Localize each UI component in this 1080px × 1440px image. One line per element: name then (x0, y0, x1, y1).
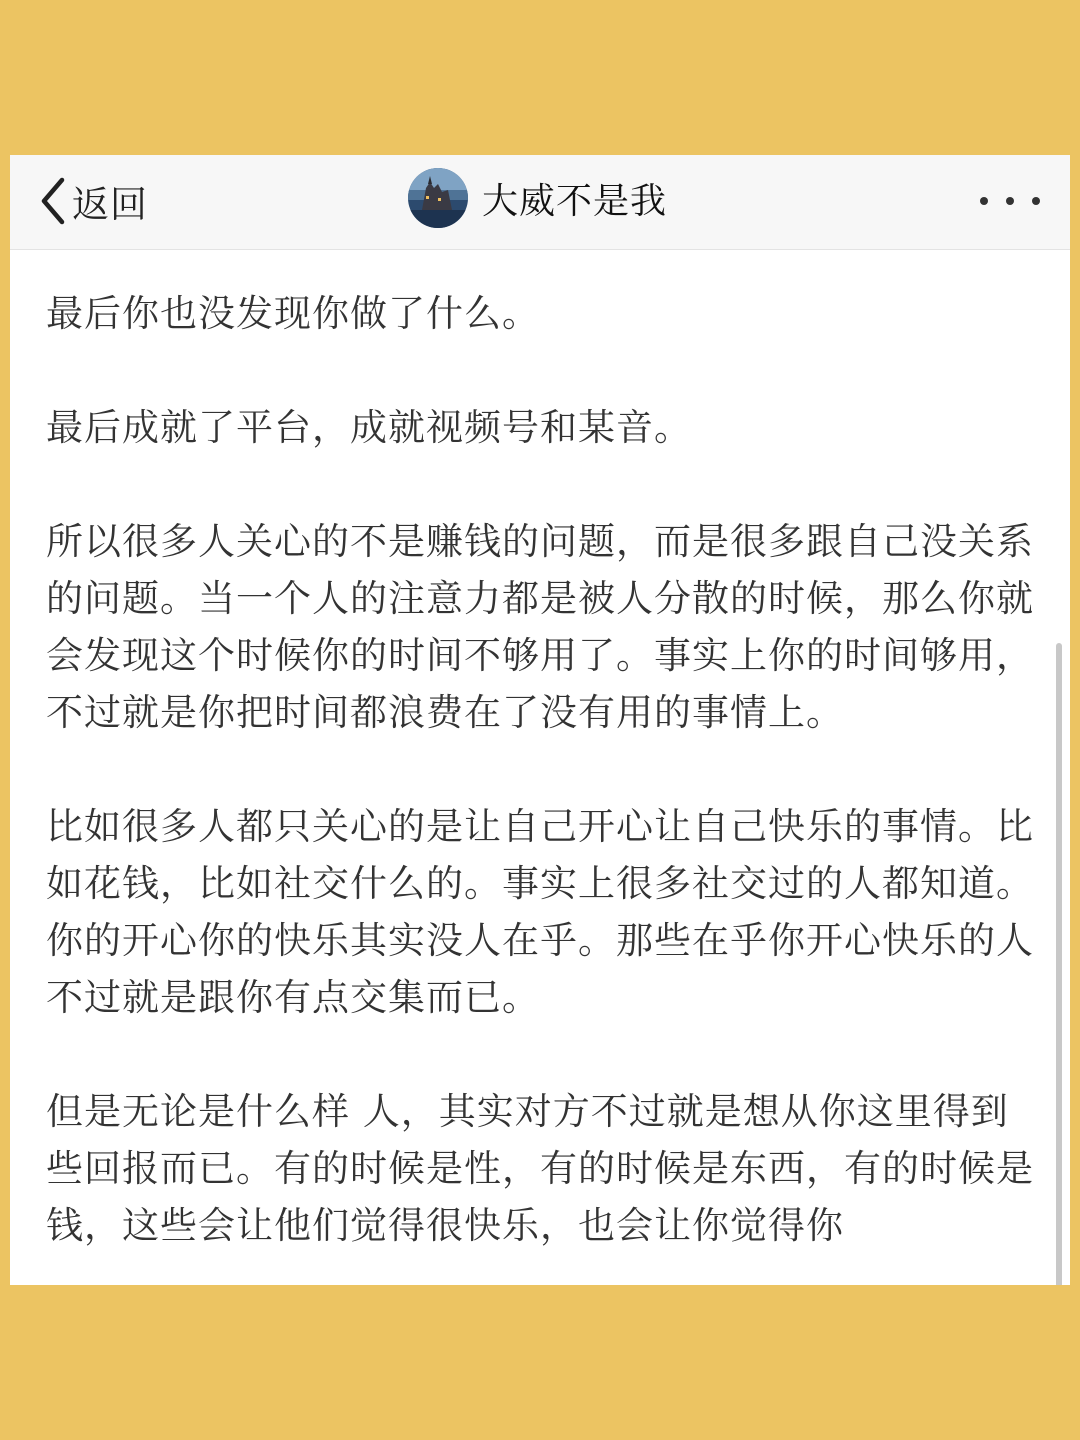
back-button[interactable] (38, 171, 148, 231)
paragraph: 最后成就了平台，成就视频号和某音。 (46, 406, 692, 449)
article-body (46, 285, 1036, 1285)
more-dot (980, 197, 988, 205)
paragraph: 但是无论是什么样 人，其实对方不过就是想从你这里得到些回报而已。有的时候是性，有的时候是东西，有的时候是钱，这些会让他们觉得很快乐，也会让你觉得你 (46, 1090, 1034, 1247)
paragraph: 所以很多人关心的不是赚钱的问题，而是很多跟自己没关系的问题。当一个人的注意力都是被人分散的时候，那么你就会发现这个时候你的时间不够用了。事实上你的时间够用，不过就是你把时间都浪费在了没有用的事情上。 (46, 520, 1034, 734)
paragraph: 最后你也没发现你做了什么。 (46, 292, 540, 335)
scrollbar[interactable] (1056, 643, 1062, 1285)
top-navbar (10, 155, 1070, 250)
more-options-icon[interactable] (980, 181, 1040, 221)
back-label: 返回 (72, 183, 148, 226)
username: 大威不是我 (482, 180, 668, 222)
phone-screen (10, 155, 1070, 1285)
chevron-left-icon (38, 176, 68, 226)
avatar[interactable] (408, 168, 468, 228)
more-dot (1032, 197, 1040, 205)
more-dot (1006, 197, 1014, 205)
paragraph: 比如很多人都只关心的是让自己开心让自己快乐的事情。比如花钱，比如社交什么的。事实上很多社交过的人都知道。你的开心你的快乐其实没人在乎。那些在乎你开心快乐的人不过就是跟你有点交集而已。 (46, 805, 1034, 1019)
profile-header[interactable] (408, 167, 667, 229)
